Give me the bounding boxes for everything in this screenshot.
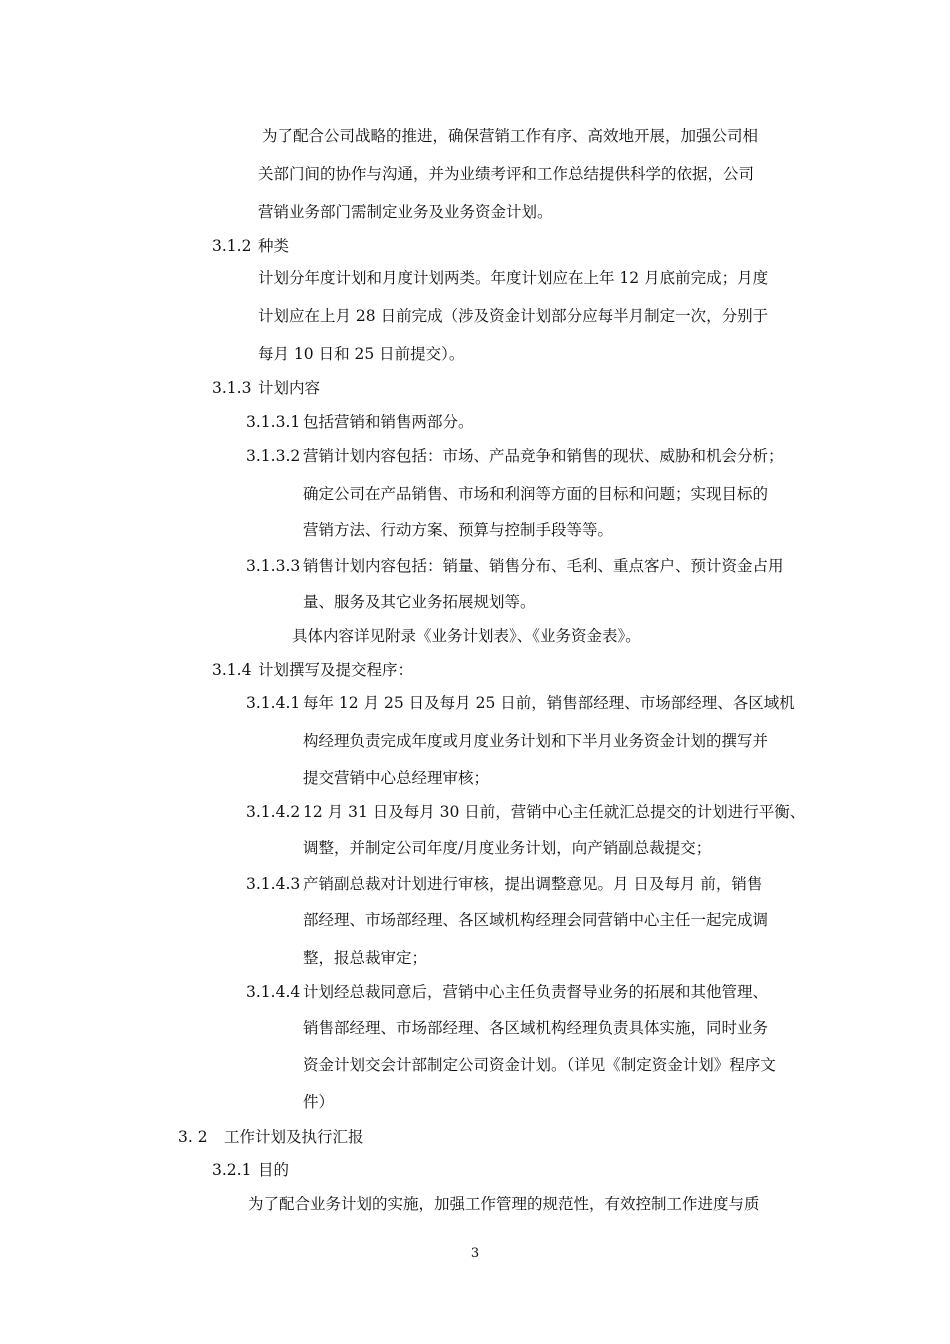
item-3-1-4-1-line-3: 提交营销中心总经理审核； — [303, 769, 490, 787]
item-3-1-3-3-line-2: 量、服务及其它业务拓展规划等。 — [303, 593, 536, 611]
item-3-1-3-1-number: 3.1.3.1 — [246, 413, 301, 431]
item-3-1-4-1-line-2: 构经理负责完成年度或月度业务计划和下半月业务资金计划的撰写并 — [303, 732, 769, 750]
section-3-1-2-line-3: 每月 10 日和 25 日前提交）。 — [258, 345, 465, 363]
item-3-1-4-4-line-3: 资金计划交会计部制定公司资金计划。（详见《制定资金计划》程序文 — [303, 1056, 776, 1074]
item-3-1-3-2-line-2: 确定公司在产品销售、市场和利润等方面的目标和问题；实现目标的 — [303, 485, 769, 503]
item-3-1-4-3-line-3: 整，报总裁审定； — [303, 949, 428, 967]
intro-line-2: 关部门间的协作与沟通，并为业绩考评和工作总结提供科学的依据，公司 — [258, 165, 755, 183]
item-3-1-3-3-number: 3.1.3.3 — [246, 557, 301, 575]
item-3-1-3-1-line-1: 包括营销和销售两部分。 — [303, 413, 474, 431]
section-3-1-2-line-1: 计划分年度计划和月度计划两类。年度计划应在上年 12 月底前完成；月度 — [258, 269, 769, 287]
section-3-2-number: 3. 2 — [178, 1128, 208, 1146]
section-3-1-3-number: 3.1.3 — [212, 379, 252, 397]
item-3-1-4-3-number: 3.1.4.3 — [246, 875, 301, 893]
intro-line-3: 营销业务部门需制定业务及业务资金计划。 — [258, 203, 553, 221]
item-3-1-3-2-line-3: 营销方法、行动方案、预算与控制手段等等。 — [303, 521, 614, 539]
item-3-1-4-3-line-2: 部经理、市场部经理、各区域机构经理会同营销中心主任一起完成调 — [303, 911, 769, 929]
item-3-1-4-1-line-1: 每年 12 月 25 日及每月 25 日前，销售部经理、市场部经理、各区域机 — [303, 694, 795, 712]
item-3-1-4-2-line-1: 12 月 31 日及每月 30 日前，营销中心主任就汇总提交的计划进行平衡、 — [303, 803, 806, 821]
section-3-2-title: 工作计划及执行汇报 — [224, 1128, 364, 1146]
section-3-1-2-title: 种类 — [258, 237, 290, 255]
intro-line-1: 为了配合公司战略的推进，确保营销工作有序、高效地开展，加强公司相 — [262, 127, 759, 145]
section-3-2-1-line-1: 为了配合业务计划的实施，加强工作管理的规范性，有效控制工作进度与质 — [248, 1195, 760, 1213]
item-3-1-4-4-line-1: 计划经总裁同意后，营销中心主任负责督导业务的拓展和其他管理、 — [303, 983, 769, 1001]
page-number: 3 — [470, 1246, 480, 1261]
item-3-1-3-2-number: 3.1.3.2 — [246, 447, 301, 465]
section-3-1-2-number: 3.1.2 — [212, 237, 252, 255]
section-3-2-1-number: 3.2.1 — [212, 1161, 252, 1179]
section-3-1-3-title: 计划内容 — [258, 379, 321, 397]
item-3-1-3-3-line-1: 销售计划内容包括：销量、销售分布、毛利、重点客户、预计资金占用 — [303, 557, 784, 575]
item-3-1-4-2-number: 3.1.4.2 — [246, 803, 301, 821]
item-3-1-4-4-line-4: 件） — [303, 1093, 335, 1111]
item-3-1-4-2-line-2: 调整，并制定公司年度/月度业务计划，向产销副总裁提交； — [303, 839, 712, 857]
item-3-1-3-2-line-1: 营销计划内容包括：市场、产品竞争和销售的现状、威胁和机会分析； — [303, 447, 784, 465]
item-3-1-4-3-line-1: 产销副总裁对计划进行审核，提出调整意见。月 日及每月 前，销售 — [303, 875, 763, 893]
item-3-1-4-1-number: 3.1.4.1 — [246, 694, 301, 712]
section-3-2-1-title: 目的 — [258, 1161, 290, 1179]
section-3-1-3-note: 具体内容详见附录《业务计划表》、《业务资金表》。 — [292, 627, 641, 645]
section-3-1-4-number: 3.1.4 — [212, 661, 252, 679]
item-3-1-4-4-number: 3.1.4.4 — [246, 983, 301, 1001]
section-3-1-4-title: 计划撰写及提交程序： — [258, 661, 414, 679]
section-3-1-2-line-2: 计划应在上月 28 日前完成（涉及资金计划部分应每半月制定一次，分别于 — [258, 307, 769, 325]
item-3-1-4-4-line-2: 销售部经理、市场部经理、各区域机构经理负责具体实施，同时业务 — [303, 1019, 769, 1037]
